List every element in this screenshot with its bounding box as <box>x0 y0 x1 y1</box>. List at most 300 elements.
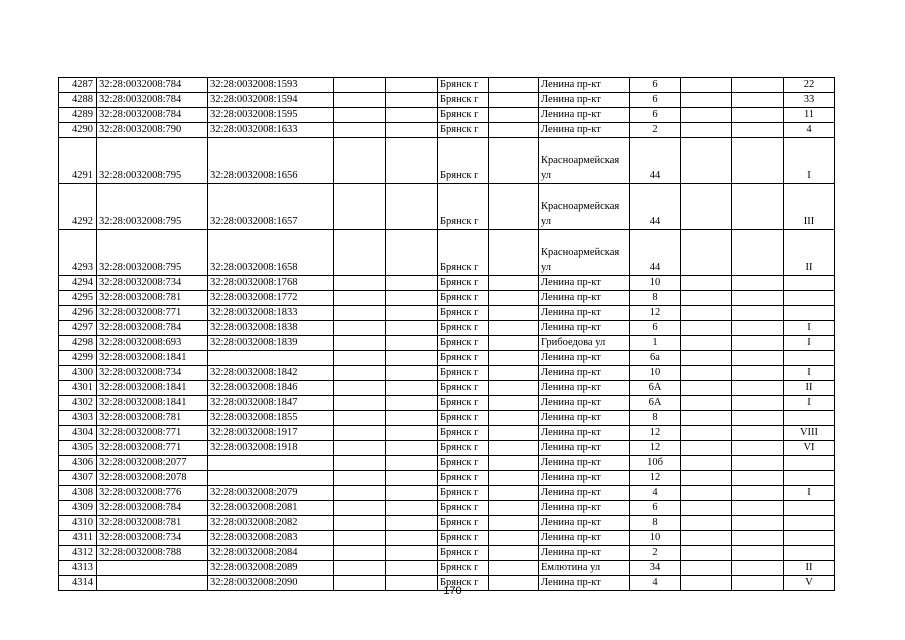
empty-cell <box>681 351 732 366</box>
object-cadastral-cell: 32:28:0032008:1772 <box>208 291 334 306</box>
empty-cell <box>732 138 784 184</box>
street-cell: Ленина пр-кт <box>539 546 630 561</box>
city-cell: Брянск г <box>438 426 489 441</box>
premises-number-cell: 22 <box>784 78 835 93</box>
empty-cell <box>732 531 784 546</box>
empty-cell <box>386 351 438 366</box>
empty-cell <box>732 78 784 93</box>
premises-number-cell: II <box>784 561 835 576</box>
empty-cell <box>489 276 539 291</box>
land-cadastral-cell: 32:28:0032008:2078 <box>97 471 208 486</box>
empty-cell <box>489 78 539 93</box>
premises-number-cell <box>784 351 835 366</box>
house-number-cell: 6 <box>630 78 681 93</box>
land-cadastral-cell: 32:28:0032008:1841 <box>97 351 208 366</box>
premises-number-cell <box>784 456 835 471</box>
premises-number-cell: I <box>784 396 835 411</box>
table-row <box>59 321 835 336</box>
empty-cell <box>334 501 386 516</box>
empty-cell <box>732 306 784 321</box>
street-cell: Ленина пр-кт <box>539 381 630 396</box>
city-cell: Брянск г <box>438 441 489 456</box>
house-number-cell: 12 <box>630 306 681 321</box>
empty-cell <box>732 230 784 276</box>
empty-cell <box>386 78 438 93</box>
empty-cell <box>681 108 732 123</box>
premises-number-cell: II <box>784 230 835 276</box>
empty-cell <box>732 123 784 138</box>
premises-number-cell <box>784 291 835 306</box>
premises-number-cell: 11 <box>784 108 835 123</box>
land-cadastral-cell: 32:28:0032008:1841 <box>97 396 208 411</box>
object-cadastral-cell: 32:28:0032008:1594 <box>208 93 334 108</box>
empty-cell <box>386 108 438 123</box>
table-row <box>59 366 835 381</box>
table-row <box>59 336 835 351</box>
empty-cell <box>681 184 732 230</box>
object-cadastral-cell: 32:28:0032008:1846 <box>208 381 334 396</box>
empty-cell <box>386 366 438 381</box>
row-number-cell: 4303 <box>59 411 97 426</box>
row-number-cell: 4308 <box>59 486 97 501</box>
row-number-cell: 4312 <box>59 546 97 561</box>
empty-cell <box>681 396 732 411</box>
row-number-cell: 4300 <box>59 366 97 381</box>
empty-cell <box>334 123 386 138</box>
street-cell: Емлютина ул <box>539 561 630 576</box>
land-cadastral-cell: 32:28:0032008:2077 <box>97 456 208 471</box>
empty-cell <box>489 531 539 546</box>
land-cadastral-cell: 32:28:0032008:784 <box>97 321 208 336</box>
empty-cell <box>334 276 386 291</box>
house-number-cell: 10 <box>630 366 681 381</box>
empty-cell <box>489 546 539 561</box>
house-number-cell: 2 <box>630 123 681 138</box>
empty-cell <box>334 138 386 184</box>
street-cell: Ленина пр-кт <box>539 396 630 411</box>
house-number-cell: 44 <box>630 184 681 230</box>
empty-cell <box>732 108 784 123</box>
empty-cell <box>386 561 438 576</box>
empty-cell <box>334 321 386 336</box>
registry-table <box>58 77 835 591</box>
premises-number-cell <box>784 546 835 561</box>
table-row <box>59 230 835 276</box>
empty-cell <box>386 321 438 336</box>
house-number-cell: 34 <box>630 561 681 576</box>
city-cell: Брянск г <box>438 123 489 138</box>
empty-cell <box>732 291 784 306</box>
empty-cell <box>489 561 539 576</box>
empty-cell <box>732 351 784 366</box>
street-cell: Красноармейская ул <box>539 230 630 276</box>
land-cadastral-cell: 32:28:0032008:784 <box>97 108 208 123</box>
table-row <box>59 411 835 426</box>
empty-cell <box>334 561 386 576</box>
city-cell: Брянск г <box>438 546 489 561</box>
empty-cell <box>489 501 539 516</box>
row-number-cell: 4309 <box>59 501 97 516</box>
land-cadastral-cell: 32:28:0032008:784 <box>97 501 208 516</box>
house-number-cell: 6 <box>630 93 681 108</box>
empty-cell <box>489 336 539 351</box>
house-number-cell: 10 <box>630 276 681 291</box>
empty-cell <box>334 486 386 501</box>
table-row <box>59 138 835 184</box>
object-cadastral-cell: 32:28:0032008:2083 <box>208 531 334 546</box>
empty-cell <box>386 396 438 411</box>
land-cadastral-cell: 32:28:0032008:795 <box>97 138 208 184</box>
table-row <box>59 93 835 108</box>
empty-cell <box>732 486 784 501</box>
table-row <box>59 426 835 441</box>
empty-cell <box>681 426 732 441</box>
table-row <box>59 441 835 456</box>
row-number-cell: 4306 <box>59 456 97 471</box>
object-cadastral-cell: 32:28:0032008:2081 <box>208 501 334 516</box>
premises-number-cell: I <box>784 336 835 351</box>
empty-cell <box>681 78 732 93</box>
empty-cell <box>732 426 784 441</box>
object-cadastral-cell: 32:28:0032008:1595 <box>208 108 334 123</box>
empty-cell <box>386 138 438 184</box>
row-number-cell: 4299 <box>59 351 97 366</box>
empty-cell <box>681 471 732 486</box>
street-cell: Ленина пр-кт <box>539 411 630 426</box>
city-cell: Брянск г <box>438 396 489 411</box>
empty-cell <box>732 561 784 576</box>
street-cell: Ленина пр-кт <box>539 108 630 123</box>
premises-number-cell: III <box>784 184 835 230</box>
street-cell: Ленина пр-кт <box>539 456 630 471</box>
table-row <box>59 276 835 291</box>
empty-cell <box>489 184 539 230</box>
empty-cell <box>386 531 438 546</box>
house-number-cell: 6А <box>630 396 681 411</box>
street-cell: Ленина пр-кт <box>539 486 630 501</box>
empty-cell <box>732 366 784 381</box>
table-row <box>59 108 835 123</box>
empty-cell <box>681 441 732 456</box>
object-cadastral-cell: 32:28:0032008:1838 <box>208 321 334 336</box>
house-number-cell: 10б <box>630 456 681 471</box>
empty-cell <box>386 426 438 441</box>
city-cell: Брянск г <box>438 184 489 230</box>
empty-cell <box>489 381 539 396</box>
premises-number-cell <box>784 501 835 516</box>
empty-cell <box>489 516 539 531</box>
premises-number-cell: V <box>784 576 835 591</box>
empty-cell <box>681 321 732 336</box>
land-cadastral-cell: 32:28:0032008:771 <box>97 441 208 456</box>
empty-cell <box>334 396 386 411</box>
empty-cell <box>386 184 438 230</box>
empty-cell <box>489 291 539 306</box>
empty-cell <box>334 456 386 471</box>
city-cell: Брянск г <box>438 516 489 531</box>
object-cadastral-cell: 32:28:0032008:1833 <box>208 306 334 321</box>
empty-cell <box>386 411 438 426</box>
empty-cell <box>386 486 438 501</box>
object-cadastral-cell: 32:28:0032008:1842 <box>208 366 334 381</box>
empty-cell <box>334 336 386 351</box>
object-cadastral-cell: 32:28:0032008:1593 <box>208 78 334 93</box>
object-cadastral-cell: 32:28:0032008:1768 <box>208 276 334 291</box>
empty-cell <box>681 230 732 276</box>
city-cell: Брянск г <box>438 351 489 366</box>
city-cell: Брянск г <box>438 561 489 576</box>
empty-cell <box>489 138 539 184</box>
street-cell: Ленина пр-кт <box>539 291 630 306</box>
empty-cell <box>681 336 732 351</box>
row-number-cell: 4289 <box>59 108 97 123</box>
object-cadastral-cell: 32:28:0032008:1918 <box>208 441 334 456</box>
house-number-cell: 2 <box>630 546 681 561</box>
row-number-cell: 4291 <box>59 138 97 184</box>
empty-cell <box>489 441 539 456</box>
empty-cell <box>489 396 539 411</box>
empty-cell <box>681 276 732 291</box>
street-cell: Ленина пр-кт <box>539 351 630 366</box>
empty-cell <box>386 123 438 138</box>
empty-cell <box>334 184 386 230</box>
street-cell: Ленина пр-кт <box>539 471 630 486</box>
house-number-cell: 44 <box>630 138 681 184</box>
empty-cell <box>334 531 386 546</box>
empty-cell <box>681 93 732 108</box>
house-number-cell: 6 <box>630 108 681 123</box>
row-number-cell: 4294 <box>59 276 97 291</box>
street-cell: Ленина пр-кт <box>539 441 630 456</box>
empty-cell <box>386 381 438 396</box>
house-number-cell: 1 <box>630 336 681 351</box>
registry-body <box>59 78 835 591</box>
row-number-cell: 4313 <box>59 561 97 576</box>
city-cell: Брянск г <box>438 381 489 396</box>
premises-number-cell: II <box>784 381 835 396</box>
empty-cell <box>732 276 784 291</box>
empty-cell <box>489 351 539 366</box>
object-cadastral-cell <box>208 456 334 471</box>
table-row <box>59 456 835 471</box>
premises-number-cell <box>784 516 835 531</box>
empty-cell <box>681 501 732 516</box>
premises-number-cell: I <box>784 321 835 336</box>
row-number-cell: 4305 <box>59 441 97 456</box>
object-cadastral-cell: 32:28:0032008:2079 <box>208 486 334 501</box>
premises-number-cell: VIII <box>784 426 835 441</box>
empty-cell <box>386 306 438 321</box>
house-number-cell: 8 <box>630 411 681 426</box>
table-row <box>59 546 835 561</box>
empty-cell <box>489 108 539 123</box>
empty-cell <box>681 411 732 426</box>
street-cell: Ленина пр-кт <box>539 366 630 381</box>
street-cell: Ленина пр-кт <box>539 321 630 336</box>
house-number-cell: 6а <box>630 351 681 366</box>
city-cell: Брянск г <box>438 93 489 108</box>
empty-cell <box>732 516 784 531</box>
empty-cell <box>681 306 732 321</box>
empty-cell <box>386 276 438 291</box>
row-number-cell: 4311 <box>59 531 97 546</box>
empty-cell <box>489 486 539 501</box>
table-row <box>59 123 835 138</box>
empty-cell <box>732 471 784 486</box>
land-cadastral-cell: 32:28:0032008:781 <box>97 516 208 531</box>
empty-cell <box>681 138 732 184</box>
street-cell: Красноармейская ул <box>539 138 630 184</box>
city-cell: Брянск г <box>438 291 489 306</box>
object-cadastral-cell: 32:28:0032008:2089 <box>208 561 334 576</box>
city-cell: Брянск г <box>438 108 489 123</box>
table-row <box>59 78 835 93</box>
table-row <box>59 184 835 230</box>
land-cadastral-cell: 32:28:0032008:771 <box>97 306 208 321</box>
object-cadastral-cell: 32:28:0032008:1657 <box>208 184 334 230</box>
empty-cell <box>334 306 386 321</box>
row-number-cell: 4314 <box>59 576 97 591</box>
empty-cell <box>732 321 784 336</box>
empty-cell <box>386 441 438 456</box>
land-cadastral-cell: 32:28:0032008:734 <box>97 531 208 546</box>
house-number-cell: 12 <box>630 471 681 486</box>
empty-cell <box>681 366 732 381</box>
street-cell: Ленина пр-кт <box>539 123 630 138</box>
empty-cell <box>681 546 732 561</box>
city-cell: Брянск г <box>438 471 489 486</box>
empty-cell <box>489 230 539 276</box>
house-number-cell: 4 <box>630 576 681 591</box>
premises-number-cell <box>784 531 835 546</box>
city-cell: Брянск г <box>438 456 489 471</box>
empty-cell <box>334 426 386 441</box>
empty-cell <box>386 501 438 516</box>
premises-number-cell: I <box>784 486 835 501</box>
premises-number-cell <box>784 306 835 321</box>
house-number-cell: 8 <box>630 516 681 531</box>
city-cell: Брянск г <box>438 306 489 321</box>
empty-cell <box>489 321 539 336</box>
empty-cell <box>386 546 438 561</box>
table-row <box>59 516 835 531</box>
empty-cell <box>681 561 732 576</box>
empty-cell <box>681 516 732 531</box>
row-number-cell: 4287 <box>59 78 97 93</box>
object-cadastral-cell: 32:28:0032008:2084 <box>208 546 334 561</box>
empty-cell <box>489 366 539 381</box>
empty-cell <box>681 291 732 306</box>
city-cell: Брянск г <box>438 276 489 291</box>
city-cell: Брянск г <box>438 138 489 184</box>
empty-cell <box>732 396 784 411</box>
city-cell: Брянск г <box>438 230 489 276</box>
empty-cell <box>386 291 438 306</box>
object-cadastral-cell: 32:28:0032008:1839 <box>208 336 334 351</box>
empty-cell <box>681 531 732 546</box>
empty-cell <box>334 230 386 276</box>
empty-cell <box>732 411 784 426</box>
row-number-cell: 4297 <box>59 321 97 336</box>
house-number-cell: 8 <box>630 291 681 306</box>
empty-cell <box>334 291 386 306</box>
land-cadastral-cell: 32:28:0032008:734 <box>97 276 208 291</box>
city-cell: Брянск г <box>438 486 489 501</box>
city-cell: Брянск г <box>438 501 489 516</box>
row-number-cell: 4296 <box>59 306 97 321</box>
empty-cell <box>334 471 386 486</box>
house-number-cell: 6 <box>630 321 681 336</box>
table-row <box>59 486 835 501</box>
row-number-cell: 4301 <box>59 381 97 396</box>
row-number-cell: 4292 <box>59 184 97 230</box>
street-cell: Ленина пр-кт <box>539 531 630 546</box>
empty-cell <box>681 123 732 138</box>
empty-cell <box>489 456 539 471</box>
city-cell: Брянск г <box>438 366 489 381</box>
street-cell: Ленина пр-кт <box>539 501 630 516</box>
empty-cell <box>334 108 386 123</box>
land-cadastral-cell: 32:28:0032008:781 <box>97 291 208 306</box>
street-cell: Ленина пр-кт <box>539 276 630 291</box>
table-row <box>59 291 835 306</box>
object-cadastral-cell: 32:28:0032008:1855 <box>208 411 334 426</box>
empty-cell <box>732 546 784 561</box>
table-row <box>59 351 835 366</box>
empty-cell <box>732 501 784 516</box>
premises-number-cell <box>784 276 835 291</box>
empty-cell <box>732 93 784 108</box>
land-cadastral-cell: 32:28:0032008:795 <box>97 230 208 276</box>
land-cadastral-cell: 32:28:0032008:693 <box>97 336 208 351</box>
object-cadastral-cell: 32:28:0032008:2082 <box>208 516 334 531</box>
premises-number-cell: 33 <box>784 93 835 108</box>
row-number-cell: 4310 <box>59 516 97 531</box>
empty-cell <box>334 381 386 396</box>
land-cadastral-cell: 32:28:0032008:781 <box>97 411 208 426</box>
table-row <box>59 561 835 576</box>
city-cell: Брянск г <box>438 531 489 546</box>
street-cell: Ленина пр-кт <box>539 78 630 93</box>
empty-cell <box>334 351 386 366</box>
empty-cell <box>386 516 438 531</box>
street-cell: Ленина пр-кт <box>539 576 630 591</box>
empty-cell <box>386 230 438 276</box>
empty-cell <box>489 123 539 138</box>
land-cadastral-cell: 32:28:0032008:790 <box>97 123 208 138</box>
table-row <box>59 531 835 546</box>
premises-number-cell <box>784 411 835 426</box>
house-number-cell: 10 <box>630 531 681 546</box>
empty-cell <box>334 516 386 531</box>
empty-cell <box>681 486 732 501</box>
land-cadastral-cell: 32:28:0032008:734 <box>97 366 208 381</box>
object-cadastral-cell <box>208 471 334 486</box>
empty-cell <box>334 546 386 561</box>
row-number-cell: 4302 <box>59 396 97 411</box>
empty-cell <box>386 336 438 351</box>
house-number-cell: 6 <box>630 501 681 516</box>
street-cell: Ленина пр-кт <box>539 93 630 108</box>
empty-cell <box>334 411 386 426</box>
empty-cell <box>386 93 438 108</box>
house-number-cell: 12 <box>630 441 681 456</box>
street-cell: Красноармейская ул <box>539 184 630 230</box>
table-row <box>59 471 835 486</box>
land-cadastral-cell: 32:28:0032008:1841 <box>97 381 208 396</box>
page-number: 170 <box>443 585 462 597</box>
premises-number-cell: VI <box>784 441 835 456</box>
